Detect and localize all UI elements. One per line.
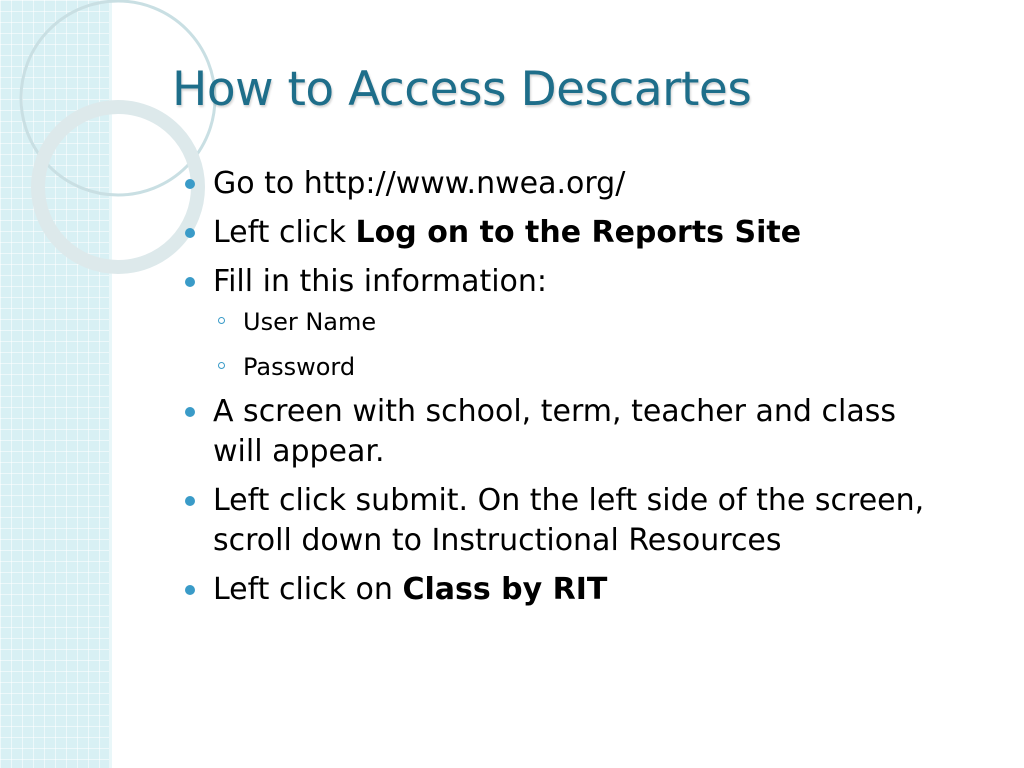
slide-content xyxy=(185,164,925,619)
bullet-item xyxy=(185,481,925,561)
bullet-text: Go to http://www.nwea.org/ xyxy=(213,166,626,201)
bullet-item xyxy=(185,213,925,253)
bullet-list xyxy=(185,164,925,610)
bullet-text: Fill in this information: xyxy=(213,264,548,299)
bullet-item xyxy=(185,262,925,302)
sub-bullet-text: Password xyxy=(243,353,356,381)
decorative-sidebar xyxy=(0,0,112,768)
bullet-dot-icon xyxy=(185,496,195,506)
bullet-bold-text: Class by RIT xyxy=(402,572,608,607)
bullet-text: Left click on xyxy=(213,572,403,607)
bullet-dot-icon xyxy=(185,277,195,287)
bullet-text: Left click xyxy=(213,215,356,250)
bullet-dot-icon xyxy=(185,228,195,238)
bullet-text: A screen with school, term, teacher and class will appear. xyxy=(213,394,896,469)
bullet-dot-icon xyxy=(185,407,195,417)
bullet-item xyxy=(185,570,925,610)
sub-bullet-ring-icon xyxy=(218,362,225,369)
sub-bullet-item xyxy=(185,306,925,339)
sub-bullet-text: User Name xyxy=(243,308,377,336)
sub-bullet-ring-icon xyxy=(218,317,225,324)
bullet-dot-icon xyxy=(185,585,195,595)
sub-bullet-item xyxy=(185,351,925,384)
bullet-dot-icon xyxy=(185,179,195,189)
bullet-item xyxy=(185,164,925,204)
bullet-bold-text: Log on to the Reports Site xyxy=(355,215,802,250)
bullet-text: Left click submit. On the left side of the screen, scroll down to Instructional Resources xyxy=(213,483,925,558)
bullet-item xyxy=(185,392,925,472)
slide-title: How to Access Descartes xyxy=(172,62,752,117)
